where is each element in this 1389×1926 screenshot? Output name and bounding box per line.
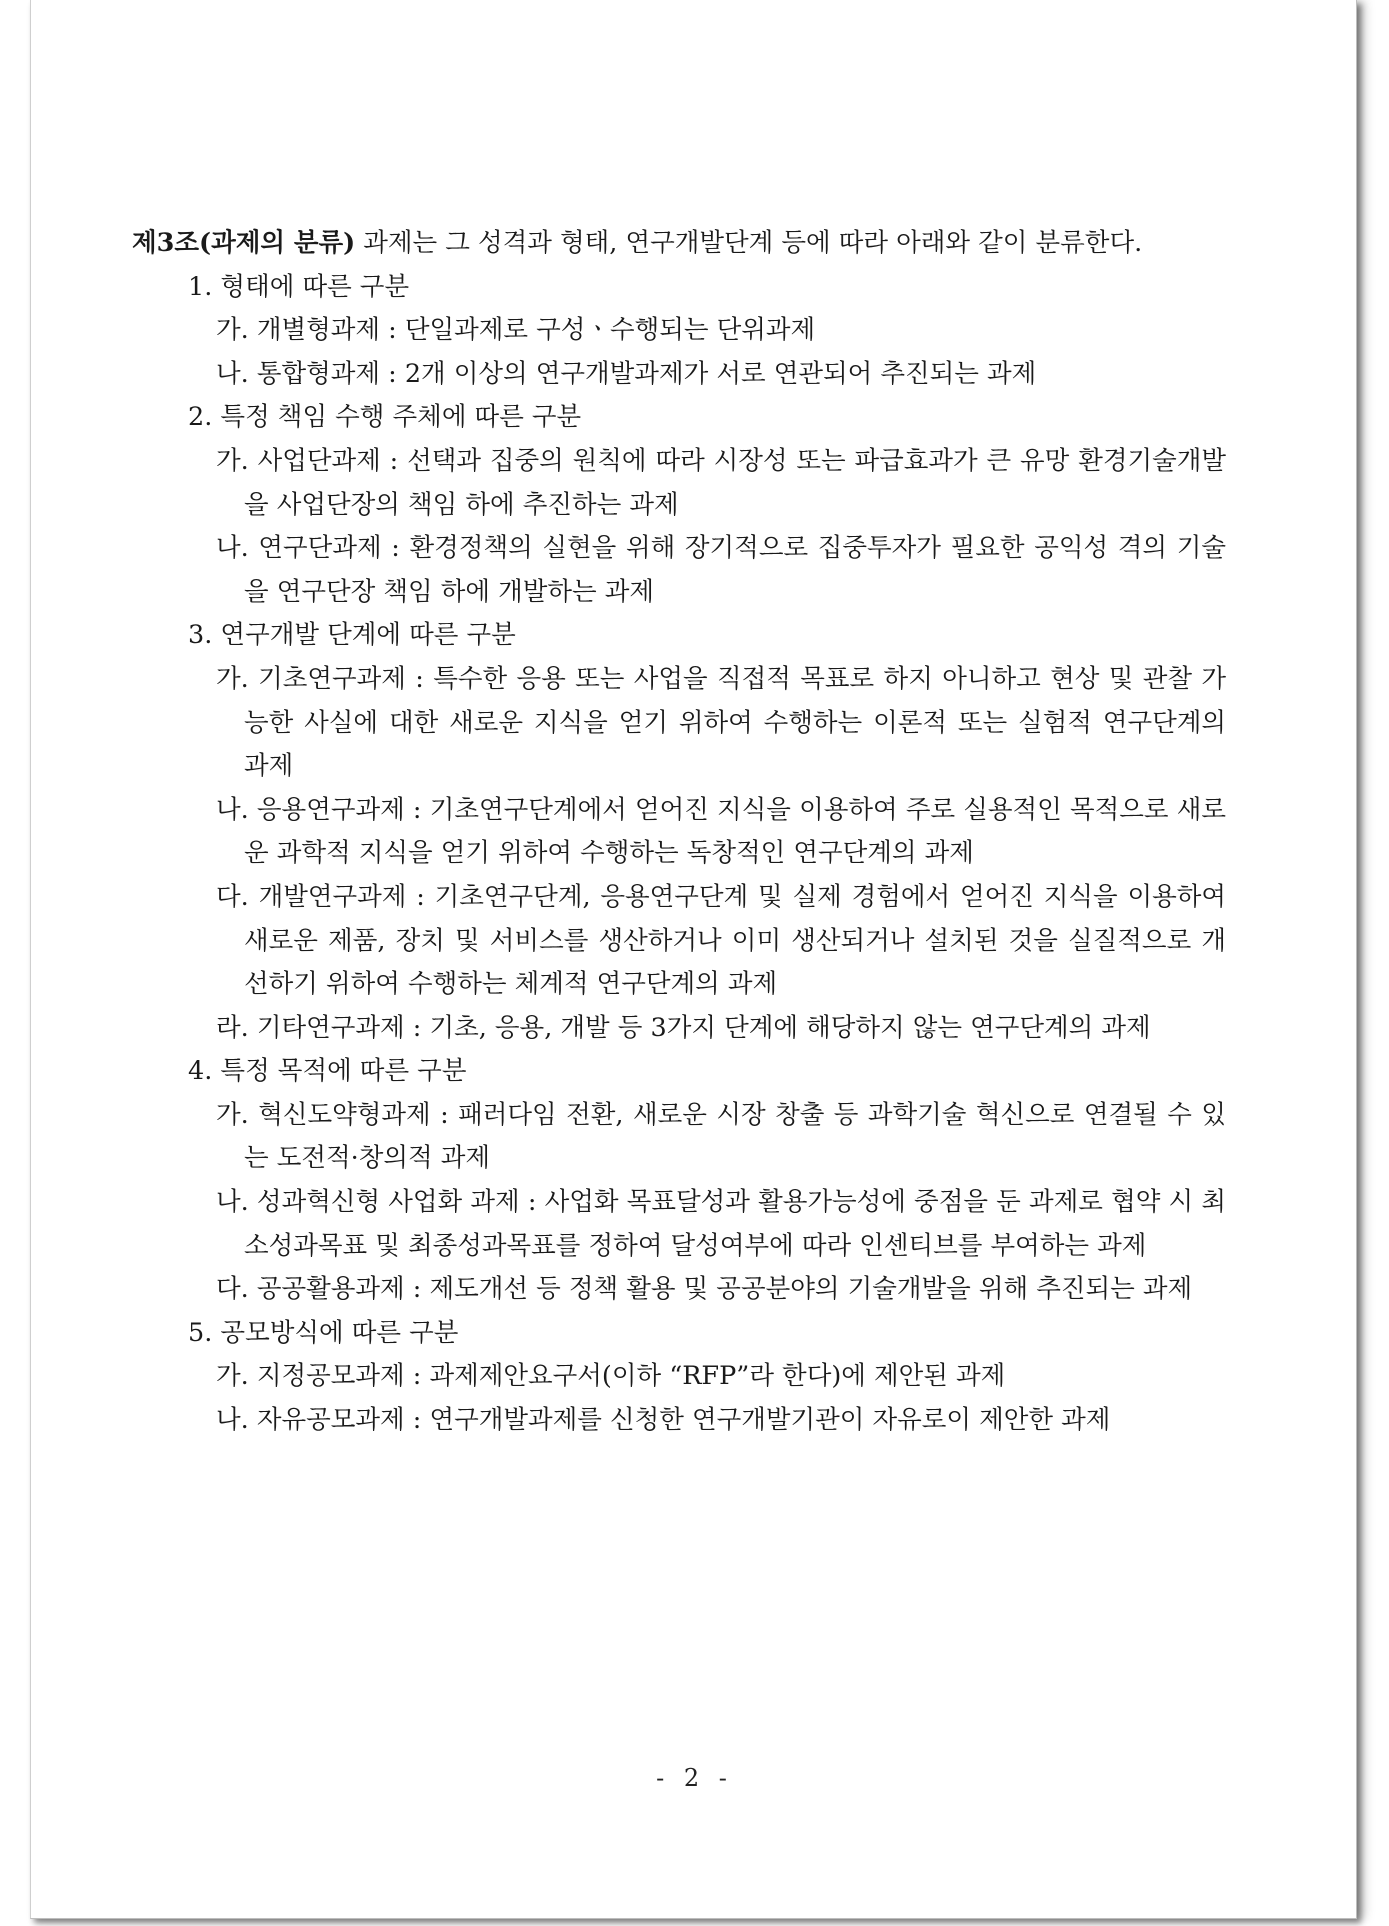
page-number: - 2 -: [656, 1764, 733, 1792]
section-2: [132, 396, 1226, 614]
article-3: [132, 222, 1226, 266]
section-1: [132, 266, 1226, 397]
list-item: 가. 지정공모과제 : 과제제안요구서(이하 “RFP”라 한다)에 제안된 과제: [216, 1361, 1006, 1392]
list-item: 나. 자유공모과제 : 연구개발과제를 신청한 연구개발기관이 자유로이 제안한 과제: [216, 1405, 1111, 1436]
list-item: 가. 혁신도약형과제 : 패러다임 전환, 새로운 시장 창출 등 과학기술 혁신으로 연결될 수 있는 도전적·창의적 과제: [216, 1099, 1226, 1174]
section-label: 3. 연구개발 단계에 따른 구분: [188, 620, 516, 651]
list-item: 가. 개별형과제 : 단일과제로 구성ㆍ수행되는 단위과제: [216, 315, 816, 346]
list-item: 다. 공공활용과제 : 제도개선 등 정책 활용 및 공공분야의 기술개발을 위해 추진되는 과제: [216, 1274, 1193, 1305]
section-5: [132, 1312, 1226, 1443]
section-label: 1. 형태에 따른 구분: [188, 271, 410, 302]
list-item: 나. 연구단과제 : 환경정책의 실현을 위해 장기적으로 집중투자가 필요한 공익성 격의 기술을 연구단장 책임 하에 개발하는 과제: [216, 533, 1226, 607]
document-body: [132, 222, 1226, 1443]
section-3: [132, 614, 1226, 1050]
article-heading: 제3조(과제의 분류): [132, 228, 356, 258]
list-item: 가. 기초연구과제 : 특수한 응용 또는 사업을 직접적 목표로 하지 아니하고 현상 및 관찰 가능한 사실에 대한 새로운 지식을 얻기 위하여 수행하는 이론적 또는 실험적 연구단계의 과제: [216, 663, 1226, 782]
list-item: 라. 기타연구과제 : 기초, 응용, 개발 등 3가지 단계에 해당하지 않는 연구단계의 과제: [216, 1012, 1151, 1043]
list-item: 가. 사업단과제 : 선택과 집중의 원칙에 따라 시장성 또는 파급효과가 큰 유망 환경기술개발을 사업단장의 책임 하에 추진하는 과제: [216, 445, 1226, 520]
list-item: 나. 성과혁신형 사업화 과제 : 사업화 목표달성과 활용가능성에 중점을 둔 과제로 협약 시 최소성과목표 및 최종성과목표를 정하여 달성여부에 따라 인센티브를 부여하는 과제: [216, 1187, 1226, 1261]
section-label: 2. 특정 책임 수행 주체에 따른 구분: [188, 402, 582, 433]
list-item: 다. 개발연구과제 : 기초연구단계, 응용연구단계 및 실제 경험에서 얻어진 지식을 이용하여 새로운 제품, 장치 및 서비스를 생산하거나 이미 생산되거나 설치된 것을 실질적으로 개선하기 위하여 수행하는 체계적 연구단계의 과제: [216, 881, 1226, 1000]
list-item: 나. 응용연구과제 : 기초연구단계에서 얻어진 지식을 이용하여 주로 실용적인 목적으로 새로운 과학적 지식을 얻기 위하여 수행하는 독창적인 연구단계의 과제: [216, 794, 1226, 869]
section-4: [132, 1050, 1226, 1312]
list-item: 나. 통합형과제 : 2개 이상의 연구개발과제가 서로 연관되어 추진되는 과제: [216, 358, 1037, 389]
article-text: 과제는 그 성격과 형태, 연구개발단계 등에 따라 아래와 같이 분류한다.: [355, 228, 1143, 258]
section-label: 4. 특정 목적에 따른 구분: [188, 1056, 467, 1087]
section-label: 5. 공모방식에 따른 구분: [188, 1317, 459, 1348]
